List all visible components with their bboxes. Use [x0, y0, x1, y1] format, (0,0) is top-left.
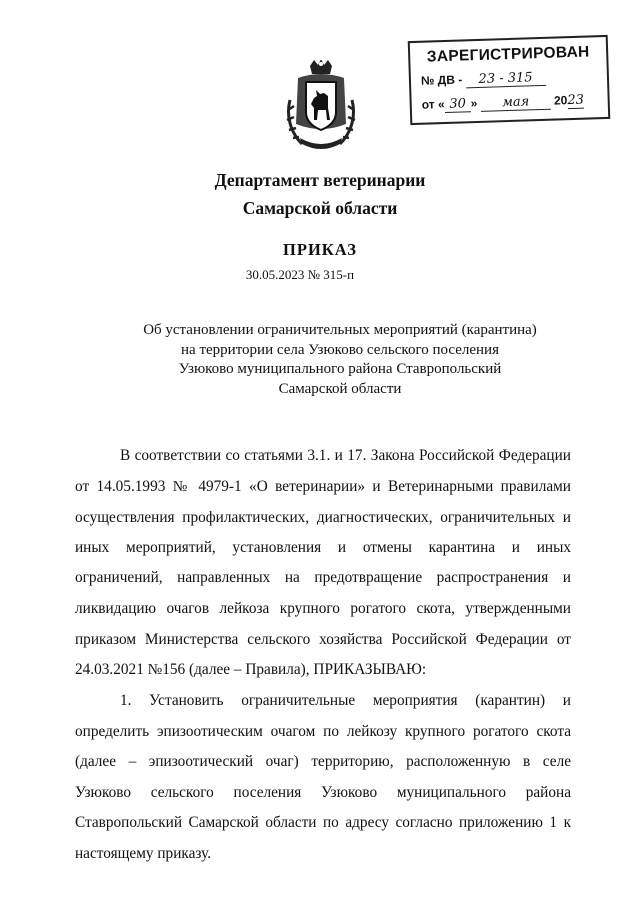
samara-coat-of-arms-icon — [284, 60, 358, 152]
body-line: иных мероприятий, установления и отмены карантина и иных — [75, 539, 571, 556]
document-subject — [100, 321, 580, 399]
subject-line: на территории села Узюково сельского поселения — [181, 341, 499, 358]
stamp-number-row — [421, 70, 546, 90]
body-line: В соответствии со статьями 3.1. и 17. Закона Российской Федерации — [120, 447, 571, 464]
document-type-title: ПРИКАЗ — [283, 240, 357, 259]
stamp-title: ЗАРЕГИСТРИРОВАН — [426, 43, 590, 66]
stamp-year-prefix: 20 — [553, 93, 568, 108]
body-line: (далее – эпизоотический очаг) территорию, расположенную в селе — [75, 753, 571, 770]
body-line: от 14.05.1993 № 4979-1 «О ветеринарии» и Ветеринарными правилами — [75, 478, 571, 495]
stamp-number-value: 23 - 315 — [465, 70, 545, 89]
subject-line: Самарской области — [278, 380, 402, 397]
registration-stamp — [408, 35, 611, 125]
body-line: Ставропольский Самарской области по адресу согласно приложению 1 к — [75, 814, 571, 831]
body-line: Узюково сельского поселения Узюково муниципального района — [75, 784, 571, 801]
stamp-date-month: мая — [480, 94, 550, 112]
stamp-year-suffix: 23 — [567, 92, 585, 109]
body-line: 1. Установить ограничительные мероприятия (карантин) и — [120, 692, 571, 709]
stamp-date-prefix: от « — [421, 97, 445, 112]
body-line: определить эпизоотическим очагом по лейкозу крупного рогатого скота — [75, 723, 571, 740]
body-line: ликвидацию очагов лейкоза крупного рогатого скота, утвержденными — [75, 600, 571, 617]
body-line: приказом Министерства сельского хозяйства Российской Федерации от — [75, 631, 571, 648]
department-name-line2: Самарской области — [242, 198, 398, 218]
stamp-date-sep: » — [470, 96, 478, 111]
document-date-number: 30.05.2023 № 315-п — [245, 267, 355, 282]
stamp-date-day: 30 — [444, 96, 470, 113]
stamp-date-row — [422, 93, 584, 114]
subject-line: Об установлении ограничительных мероприятий (карантина) — [143, 322, 537, 338]
body-line: ограничений, направленных на предотвращение распространения и — [75, 569, 571, 586]
body-line: настоящему приказу. — [75, 845, 212, 862]
body-line: 24.03.2021 №156 (далее – Правила), ПРИКАЗЫВАЮ: — [75, 661, 427, 678]
subject-line: Узюково муниципального района Ставропольский — [178, 361, 502, 377]
department-name-line1: Департамент ветеринарии — [214, 170, 426, 190]
stamp-number-prefix: № ДВ - — [420, 72, 463, 88]
body-line: осуществления профилактических, диагностических, ограничительных и — [75, 509, 571, 526]
